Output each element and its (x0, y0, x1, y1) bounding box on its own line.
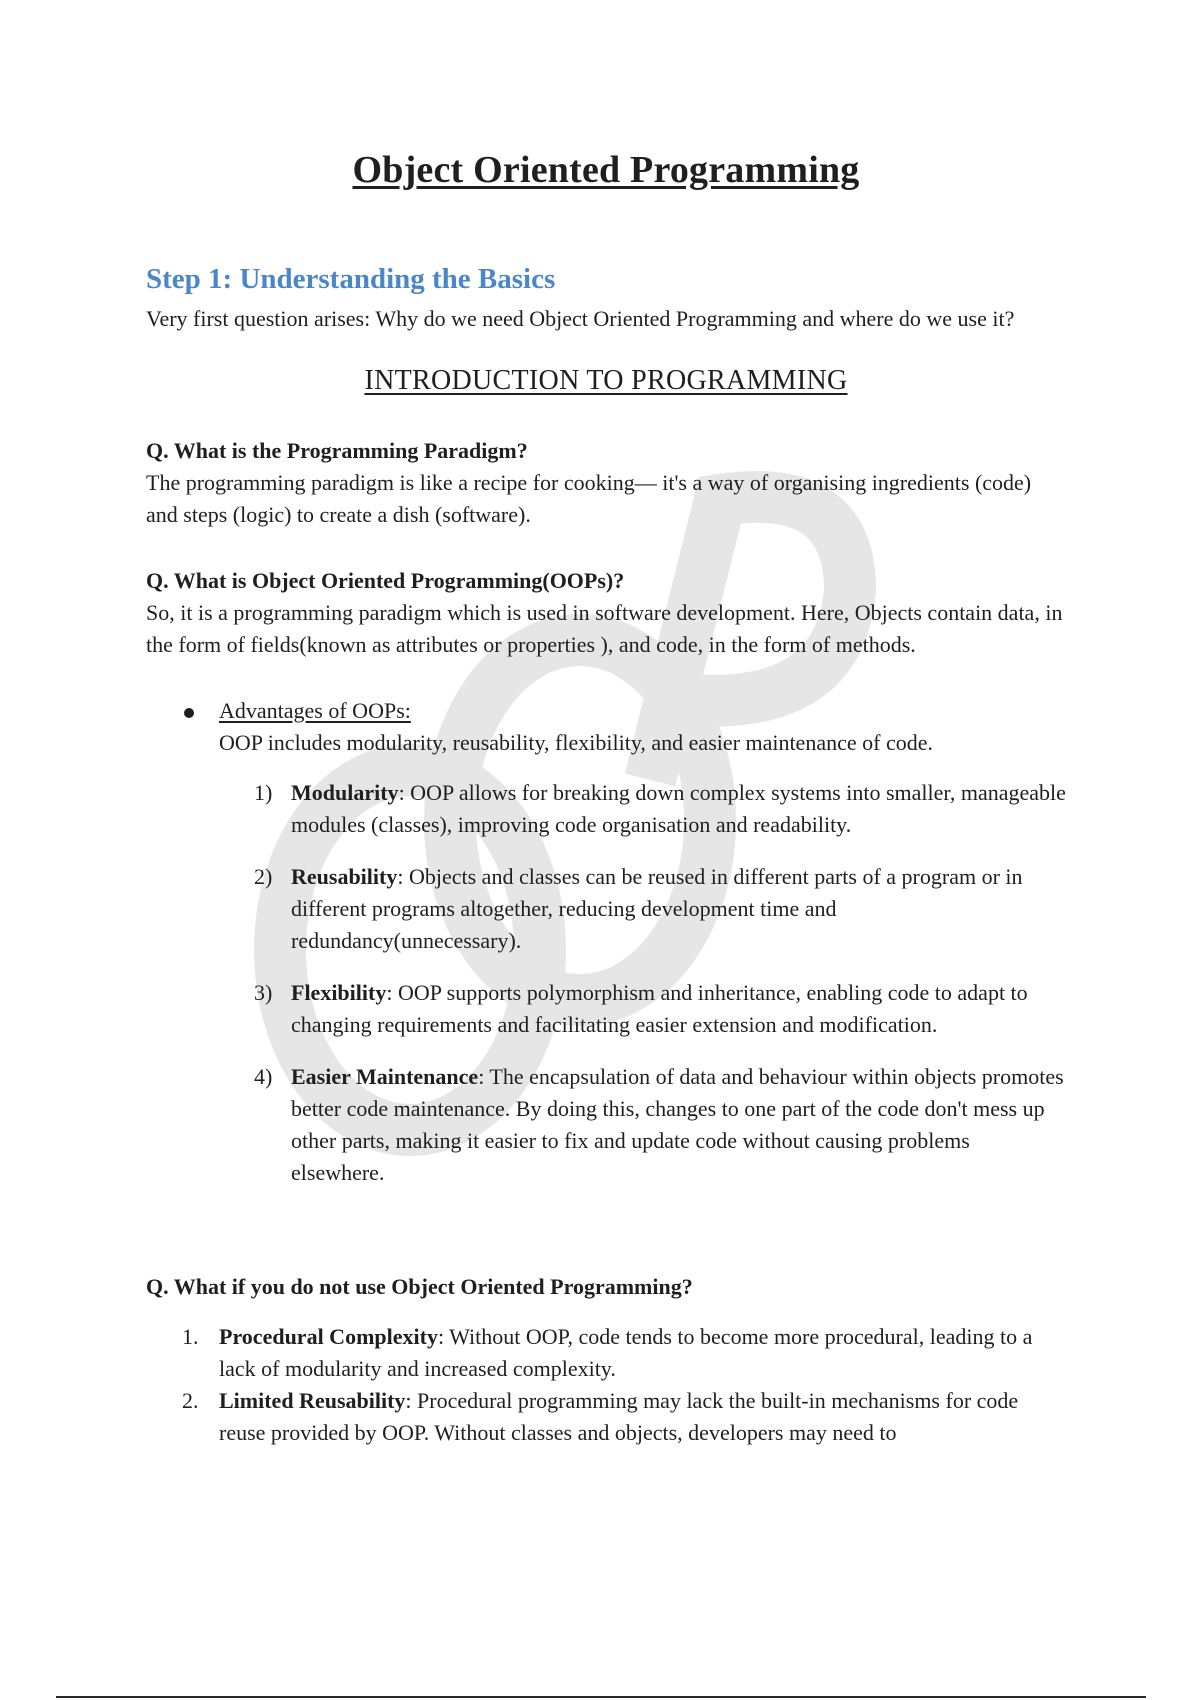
advantage-item-reusability (146, 861, 1066, 957)
without-oop-text: : Without OOP, code tends to become more procedural, leading to a lack of modularity and increased complexity. (219, 1323, 1033, 1381)
without-oop-item-procedural-complexity (146, 1321, 1066, 1385)
question-what-is-oop: Q. What is Object Oriented Programming(OOPs)? (146, 567, 625, 593)
without-oop-item-limited-reusability (146, 1385, 1066, 1449)
list-number: 3) (254, 979, 273, 1005)
advantage-item-modularity (146, 777, 1066, 841)
answer-programming-paradigm: The programming paradigm is like a recipe for cooking— it's a way of organising ingredients (code) and steps (logic) to create a dish (software). (146, 469, 1032, 527)
advantage-item-flexibility (146, 977, 1066, 1041)
document-content (146, 140, 1066, 1449)
list-number: 1) (254, 779, 273, 805)
advantages-list (146, 777, 1066, 1189)
advantages-heading: Advantages of OOPs: (219, 697, 411, 723)
without-oop-term: Procedural Complexity (219, 1323, 438, 1349)
bullet-icon (184, 708, 194, 718)
list-number: 2) (254, 863, 273, 889)
advantage-term: Easier Maintenance (291, 1063, 479, 1089)
advantage-text: : OOP allows for breaking down complex systems into smaller, manageable modules (classes), improving code organisation and readability. (291, 779, 1066, 837)
answer-what-is-oop: So, it is a programming paradigm which is used in software development. Here, Objects contain data, in the form of fields(known as attributes or properties ), and code, in the form of methods. (146, 599, 1063, 657)
intro-paragraph: Very first question arises: Why do we need Object Oriented Programming and where do we use it? (146, 305, 1015, 331)
without-oop-text: : Procedural programming may lack the built-in mechanisms for code reuse provided by OOP. Without classes and objects, developers may need to (219, 1387, 1019, 1445)
list-number: 2. (182, 1387, 199, 1413)
advantage-term: Modularity (291, 779, 399, 805)
advantage-term: Flexibility (291, 979, 387, 1005)
document-title: Object Oriented Programming (352, 149, 860, 191)
advantage-text: : Objects and classes can be reused in different parts of a program or in different programs altogether, reducing development time and redundancy(unnecessary). (291, 863, 1023, 953)
question-programming-paradigm: Q. What is the Programming Paradigm? (146, 437, 528, 463)
advantages-bullet (146, 695, 1066, 759)
list-number: 1. (182, 1323, 199, 1349)
list-number: 4) (254, 1063, 273, 1089)
without-oop-term: Limited Reusability (219, 1387, 406, 1413)
step-1-heading: Step 1: Understanding the Basics (146, 263, 556, 295)
section-heading-introduction: INTRODUCTION TO PROGRAMMING (364, 364, 848, 396)
advantage-text: : The encapsulation of data and behaviour within objects promotes better code maintenance. By doing this, changes to one part of the code don't mess up other parts, making it easier to fix and update code without causing problems elsewhere. (291, 1063, 1064, 1185)
advantage-text: : OOP supports polymorphism and inheritance, enabling code to adapt to changing requirements and facilitating easier extension and modification. (291, 979, 1028, 1037)
question-without-oop: Q. What if you do not use Object Oriented Programming? (146, 1273, 693, 1299)
advantage-item-easier-maintenance (146, 1061, 1066, 1189)
advantages-summary: OOP includes modularity, reusability, flexibility, and easier maintenance of code. (219, 729, 933, 755)
page-bottom-rule (56, 1696, 1146, 1698)
advantage-term: Reusability (291, 863, 398, 889)
without-oop-list (146, 1321, 1066, 1449)
